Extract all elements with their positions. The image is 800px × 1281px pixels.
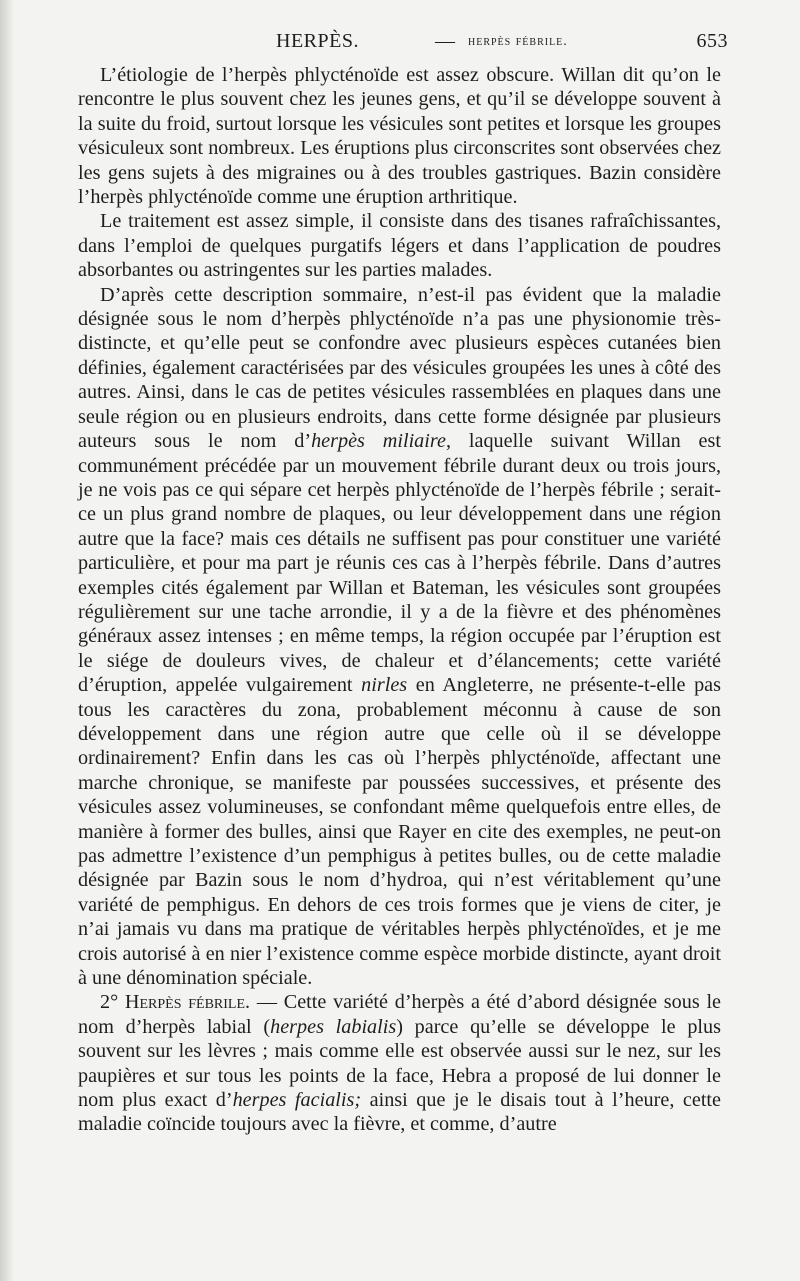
paragraph-text-part: D’après cette description sommaire, n’est-il pas évident que la maladie désignée sous le nom d’herpès phlycténoïde n’a pas une physionomie très-distincte, et qu’elle peut se confondre avec plusieurs espèces cutanées bien définies, également caractérisées par des vésicules groupées les unes à côté des autres. Ainsi, dans le cas de petites vésicules rassemblées en plaques dans une seule région ou en plusieurs endroits, dans cette forme désignée par plusieurs auteurs sous le nom d’ bbox=[78, 283, 721, 453]
section-number: 2° bbox=[100, 991, 119, 1014]
header-title: HERPÈS. bbox=[276, 30, 359, 52]
italic-term: herpes facialis; bbox=[232, 1089, 362, 1112]
paragraph-etiology bbox=[78, 63, 721, 209]
paragraph-text: Le traitement est assez simple, il consiste dans des tisanes rafraîchissantes, dans l’emploi de quelques purgatifs légers et dans l’application de poudres absorbantes ou astringentes sur les parties malades. bbox=[78, 210, 721, 282]
section-heading: Herpès fébrile. bbox=[124, 991, 251, 1014]
paragraph-text-part: — Cette variété d’herpès a été d’abord désignée sous le nom d’herpès labial ( bbox=[78, 991, 722, 1038]
page-number: 653 bbox=[696, 30, 728, 52]
header-subtitle: herpès fébrile. bbox=[468, 34, 568, 49]
italic-term: nirles bbox=[361, 674, 408, 697]
body-text bbox=[78, 63, 721, 1137]
italic-term: herpès miliaire bbox=[311, 430, 446, 453]
paragraph-text-part: ) parce qu’elle se développe le plus souvent sur les lèvres ; mais comme elle est observée aussi sur le nez, sur les paupières et sur tous les points de la face, Hebra a proposé de lui donner le nom plus exact d’ bbox=[78, 1015, 721, 1112]
paragraph-discussion bbox=[78, 283, 721, 991]
paragraph-text-part: , laquelle suivant Willan est communément précédée par un mouvement fébrile durant deux ou trois jours, je ne vois pas ce qui sépare cet herpès phlycténoïde de l’herpès fébrile ; serait-ce un plus grand nombre de plaques, ou leur développement dans une région autre que la face? mais ces détails ne suffisent pas pour constituer une variété particulière, et pour ma part je réunis ces cas à l’herpès fébrile. Dans d’autres exemples cités également par Willan et Bateman, les vésicules sont groupées régulièrement sur une tache arrondie, il y a de la fièvre et des phénomènes généraux assez intenses ; en même temps, la région occupée par l’éruption est le siége de douleurs vives, de chaleur et d’élancements; cette variété d’éruption, appelée vulgairement bbox=[78, 430, 721, 697]
paragraph-text-part: en Angleterre, ne présente-t-elle pas tous les caractères du zona, probablement méconnu à cause de son développement dans une région autre que celle où il se développe ordinairement? Enfin dans les cas où l’herpès phlycténoïde, affectant une marche chronique, se manifeste par poussées successives, et présente des vésicules assez volumineuses, se confondant même quelquefois entre elles, de manière à former des bulles, ainsi que Rayer en cite des exemples, ne peut-on pas admettre l’existence d’un pemphigus à petites bulles, ou de cette maladie désignée par Bazin sous le nom d’hydroa, qui n’est véritablement qu’une variété de pemphigus. En dehors de ces trois formes que je viens de citer, je n’ai jamais vu dans ma pratique de véritables herpès phlycténoïdes, et je me crois autorisé à en nier l’existence comme espèce morbide distincte, ayant droit à une dénomination spéciale. bbox=[78, 674, 721, 990]
paragraph-herpes-febrile bbox=[78, 990, 721, 1136]
page-edge-shadow bbox=[0, 0, 14, 1281]
running-header bbox=[78, 30, 728, 60]
header-separator: — bbox=[435, 30, 456, 52]
paragraph-text-part: ainsi que je le disais tout à l’heure, cette maladie coïncide toujours avec la fièvre, et comme, d’autre bbox=[78, 1089, 721, 1136]
paragraph-text: L’étiologie de l’herpès phlycténoïde est assez obscure. Willan dit qu’on le rencontre le plus souvent chez les jeunes gens, et qu’il se développe souvent à la suite du froid, surtout lorsque les vésicules sont petites et lorsque les groupes vésiculeux sont nombreux. Les éruptions plus circonscrites sont observées chez les gens sujets à des migraines ou à des troubles gastriques. Bazin considère l’herpès phlycténoïde comme une éruption arthritique. bbox=[78, 64, 721, 209]
paragraph-treatment bbox=[78, 209, 721, 282]
italic-term: herpes labialis bbox=[270, 1015, 397, 1038]
